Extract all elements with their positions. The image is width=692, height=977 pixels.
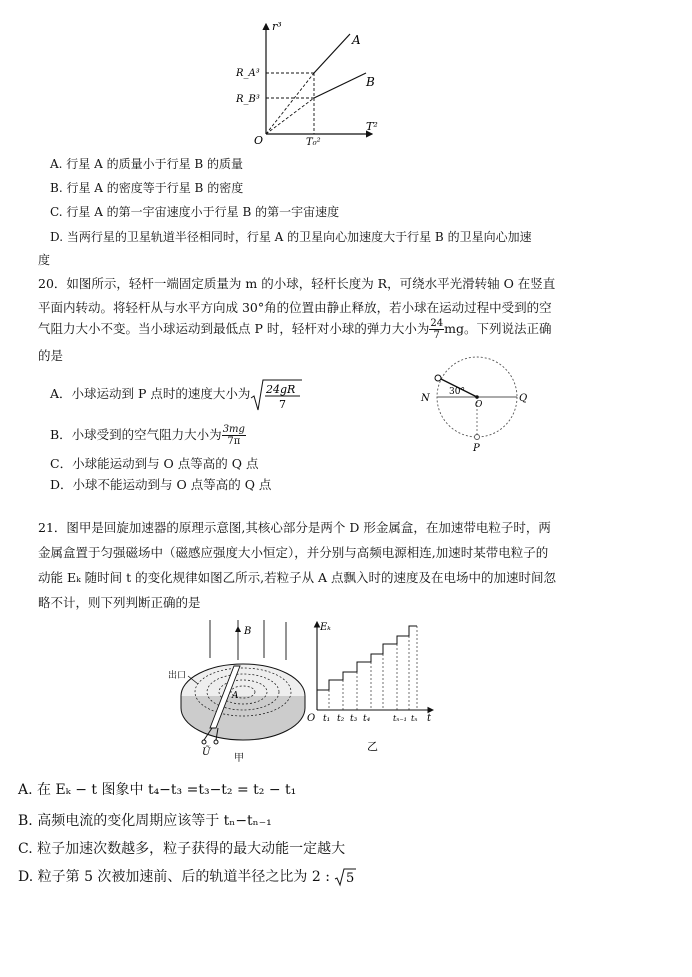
q19-option-c: C. 行星 A 的第一宇宙速度小于行星 B 的第一宇宙速度 — [50, 205, 340, 219]
svg-text:B: B — [244, 626, 252, 637]
q19-option-d: D. 当两行星的卫星轨道半径相同时，行星 A 的卫星向心加速度大于行星 B 的卫星向心加速 — [50, 230, 532, 244]
svg-text:出口: 出口 — [168, 671, 187, 681]
svg-text:t₃: t₃ — [350, 714, 358, 724]
line-b — [314, 73, 366, 98]
svg-text:A: A — [232, 691, 239, 701]
q20-line-4: 的是 — [38, 348, 64, 363]
y-tick-a-label: R_A³ — [236, 68, 260, 79]
svg-text:tₙ: tₙ — [411, 714, 418, 723]
svg-text:7: 7 — [279, 398, 287, 411]
svg-text:O: O — [475, 400, 483, 410]
q21-cyclotron-figure — [168, 618, 308, 763]
svg-text:t₂: t₂ — [337, 714, 345, 724]
svg-text:t₄: t₄ — [363, 714, 371, 724]
svg-text:O: O — [307, 713, 316, 724]
svg-text:Eₖ: Eₖ — [320, 622, 331, 633]
svg-text:30°: 30° — [449, 387, 465, 397]
svg-text:N: N — [421, 393, 430, 404]
line-a — [314, 34, 350, 73]
q20-line-3: 气阻力大小不变。当小球运动到最低点 P 时，轻杆对小球的弹力大小为 $\frac{24}{7}$ mg。下列说法正确 — [38, 318, 552, 341]
q21-ek-graph — [305, 618, 440, 758]
svg-text:t: t — [427, 713, 432, 724]
q20-line-1: 20．如图所示，轻杆一端固定质量为 m 的小球，轻杆长度为 R，可绕水平光滑转轴 O 在竖直 — [38, 276, 556, 291]
svg-text:24gR: 24gR — [266, 383, 296, 396]
q21-option-c: C. 粒子加速次数越多，粒子获得的最大动能一定越大 — [18, 841, 346, 857]
line-b-label: B — [366, 75, 375, 89]
ball — [435, 375, 441, 381]
q21-line-3: 动能 Eₖ 随时间 t 的变化规律如图乙所示,若粒子从 A 点飘入时的速度及在电场中的加速时间忽 — [38, 570, 557, 585]
q19-option-d-cont: 度 — [38, 253, 51, 267]
q20-circle-figure — [415, 345, 540, 455]
origin-label: O — [254, 134, 264, 146]
q21-option-b: B. 高频电流的变化周期应该等于 tₙ−tₙ₋₁ — [18, 813, 272, 829]
svg-text:Ũ: Ũ — [202, 747, 211, 758]
q19-option-a: A. 行星 A 的质量小于行星 B 的质量 — [50, 157, 244, 171]
svg-text:5: 5 — [346, 871, 355, 886]
q21-line-1: 21．图甲是回旋加速器的原理示意图,其核心部分是两个 D 形金属盒，在加速带电粒子时，两 — [38, 520, 551, 535]
q20-option-a: A．小球运动到 P 点时的速度大小为 24gR 7 — [50, 376, 302, 413]
q21-option-a: A. 在 Eₖ − t 图象中 t₄−t₃ =t₃−t₂ = t₂ − t₁ — [18, 782, 297, 798]
q20-option-b: B．小球受到的空气阻力大小为 $\frac{3mg}{7\pi}$ — [50, 424, 245, 447]
svg-text:乙: 乙 — [367, 740, 378, 753]
q20-line-2: 平面内转动。将轻杆从与水平方向成 30°角的位置由静止释放，若小球在运动过程中受到的空 — [38, 300, 552, 315]
svg-text:tₙ₋₁: tₙ₋₁ — [393, 714, 407, 723]
q21-line-2: 金属盒置于匀强磁场中（磁感应强度大小恒定），并分别与高频电源相连,加速时某带电粒子的 — [38, 545, 549, 560]
q19-option-b: B. 行星 A 的密度等于行星 B 的密度 — [50, 181, 244, 195]
y-axis-label: r³ — [272, 20, 282, 33]
q21-line-4: 略不计，则下列判断正确的是 — [38, 595, 201, 610]
svg-text:Q: Q — [519, 393, 528, 404]
q20-option-c: C．小球能运动到与 O 点等高的 Q 点 — [50, 456, 259, 471]
q19-graph — [230, 18, 390, 146]
svg-text:甲: 甲 — [234, 753, 244, 763]
svg-text:t₁: t₁ — [323, 714, 331, 724]
q20-option-d: D．小球不能运动到与 O 点等高的 Q 点 — [50, 477, 272, 492]
svg-text:P: P — [473, 443, 480, 454]
x-axis-label: T² — [366, 120, 378, 133]
y-tick-b-label: R_B³ — [236, 94, 260, 105]
line-a-label: A — [352, 33, 361, 47]
q21-option-d: D. 粒子第 5 次被加速前、后的轨道半径之比为 2 : 5 — [18, 869, 355, 886]
x-tick-label: T₀² — [306, 137, 321, 146]
